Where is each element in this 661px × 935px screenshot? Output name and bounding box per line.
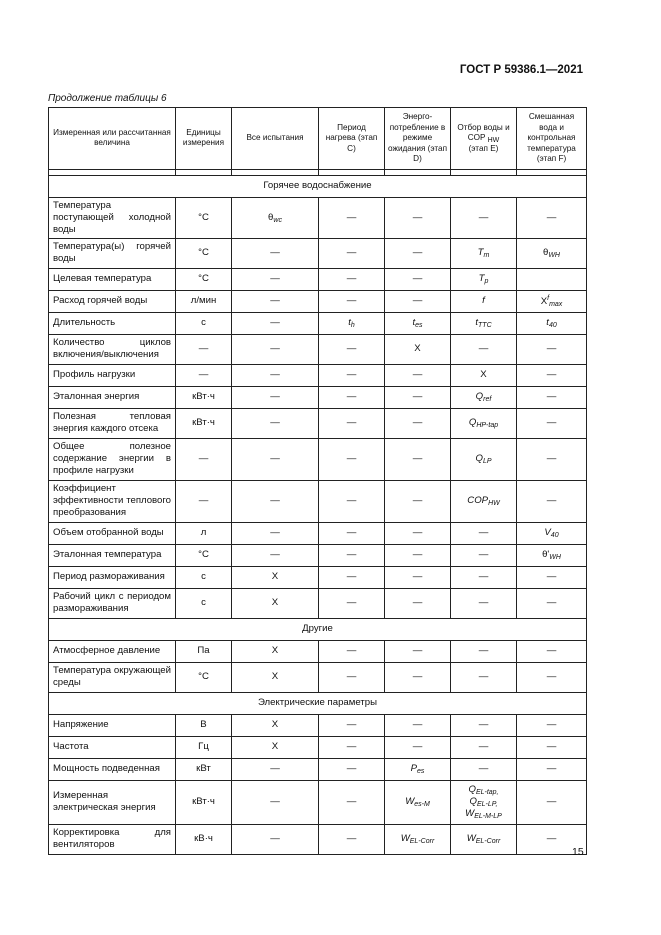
value-cell-d: — bbox=[385, 290, 451, 312]
value-cell-c: — bbox=[319, 238, 385, 268]
quantity-name: Мощность подведенная bbox=[49, 758, 176, 780]
table-row bbox=[49, 334, 587, 364]
quantity-name: Расход горячей воды bbox=[49, 290, 176, 312]
unit-cell: л bbox=[176, 522, 232, 544]
value-cell-d: — bbox=[385, 480, 451, 522]
value-cell-all: — bbox=[232, 386, 319, 408]
unit-cell: °C bbox=[176, 197, 232, 238]
value-cell-c: — bbox=[319, 714, 385, 736]
value-cell-all: — bbox=[232, 544, 319, 566]
table-caption: Продолжение таблицы 6 bbox=[48, 93, 167, 104]
value-cell-all: — bbox=[232, 364, 319, 386]
unit-cell: °C bbox=[176, 238, 232, 268]
value-cell-f: $t_{40}$ bbox=[517, 312, 587, 334]
value-cell-e: $COP_{HW}$ bbox=[451, 480, 517, 522]
value-cell-f: — bbox=[517, 386, 587, 408]
value-cell-all: — bbox=[232, 824, 319, 854]
value-cell-e: — bbox=[451, 736, 517, 758]
value-cell-d: — bbox=[385, 197, 451, 238]
document-code: ГОСТ Р 59386.1—2021 bbox=[459, 64, 583, 76]
table-row bbox=[49, 780, 587, 824]
table-row bbox=[49, 640, 587, 662]
value-cell-f: — bbox=[517, 438, 587, 480]
value-cell-f: — bbox=[517, 736, 587, 758]
value-cell-d: — bbox=[385, 386, 451, 408]
table-row bbox=[49, 480, 587, 522]
value-cell-d: — bbox=[385, 544, 451, 566]
table-row bbox=[49, 364, 587, 386]
section-title: Электрические параметры bbox=[49, 692, 587, 714]
value-cell-c: — bbox=[319, 662, 385, 692]
table-row bbox=[49, 408, 587, 438]
value-cell-c: — bbox=[319, 780, 385, 824]
value-cell-all: — bbox=[232, 268, 319, 290]
quantity-name: Атмосферное давление bbox=[49, 640, 176, 662]
value-cell-f: — bbox=[517, 588, 587, 618]
value-cell-f: — bbox=[517, 566, 587, 588]
value-cell-c: — bbox=[319, 522, 385, 544]
value-cell-e: — bbox=[451, 197, 517, 238]
unit-cell: с bbox=[176, 312, 232, 334]
value-cell-all: X bbox=[232, 566, 319, 588]
unit-cell: °C bbox=[176, 268, 232, 290]
value-cell-c: — bbox=[319, 544, 385, 566]
value-cell-all: — bbox=[232, 408, 319, 438]
quantity-name: Длительность bbox=[49, 312, 176, 334]
value-cell-all: X bbox=[232, 714, 319, 736]
value-cell-e: — bbox=[451, 566, 517, 588]
section-row bbox=[49, 618, 587, 640]
quantity-name: Общее полезное содержание энергии в профиле нагрузки bbox=[49, 438, 176, 480]
value-cell-e: — bbox=[451, 588, 517, 618]
section-title: Горячее водоснабжение bbox=[49, 175, 587, 197]
quantity-name: Период размораживания bbox=[49, 566, 176, 588]
table-row bbox=[49, 438, 587, 480]
value-cell-c: — bbox=[319, 408, 385, 438]
value-cell-f bbox=[517, 268, 587, 290]
table-row bbox=[49, 758, 587, 780]
value-cell-e: X bbox=[451, 364, 517, 386]
value-cell-e: $t_{TTC}$ bbox=[451, 312, 517, 334]
value-cell-c: — bbox=[319, 566, 385, 588]
value-cell-c: — bbox=[319, 480, 385, 522]
section-title: Другие bbox=[49, 618, 587, 640]
table-row bbox=[49, 312, 587, 334]
quantity-name: Частота bbox=[49, 736, 176, 758]
value-cell-c: $t_h$ bbox=[319, 312, 385, 334]
quantity-name: Температура(ы) горячей воды bbox=[49, 238, 176, 268]
value-cell-d: — bbox=[385, 588, 451, 618]
value-cell-e: f bbox=[451, 290, 517, 312]
value-cell-all: $\theta_{wc}$ bbox=[232, 197, 319, 238]
value-cell-all: — bbox=[232, 438, 319, 480]
unit-cell: Па bbox=[176, 640, 232, 662]
value-cell-f: — bbox=[517, 197, 587, 238]
unit-cell: кВт bbox=[176, 758, 232, 780]
value-cell-all: — bbox=[232, 480, 319, 522]
quantity-name: Температура окружающей среды bbox=[49, 662, 176, 692]
value-cell-c: — bbox=[319, 290, 385, 312]
section-row bbox=[49, 175, 587, 197]
value-cell-d: $W_{es-M}$ bbox=[385, 780, 451, 824]
value-cell-d: $W_{EL-Corr}$ bbox=[385, 824, 451, 854]
table-row bbox=[49, 714, 587, 736]
value-cell-all: X bbox=[232, 588, 319, 618]
value-cell-d: — bbox=[385, 736, 451, 758]
unit-cell: — bbox=[176, 334, 232, 364]
value-cell-e: — bbox=[451, 522, 517, 544]
value-cell-all: — bbox=[232, 334, 319, 364]
value-cell-c: — bbox=[319, 364, 385, 386]
unit-cell: кВт·ч bbox=[176, 386, 232, 408]
value-cell-f: $X^f_{max}$ bbox=[517, 290, 587, 312]
quantity-name: Измеренная электрическая энергия bbox=[49, 780, 176, 824]
table-row bbox=[49, 662, 587, 692]
quantity-name: Объем отобранной воды bbox=[49, 522, 176, 544]
unit-cell: с bbox=[176, 566, 232, 588]
value-cell-e: $W_{EL-Corr}$ bbox=[451, 824, 517, 854]
value-cell-c: — bbox=[319, 640, 385, 662]
table-row bbox=[49, 238, 587, 268]
value-cell-e: $Q_{ref}$ bbox=[451, 386, 517, 408]
col-header-stage-e: Отбор воды и COP $_{HW}$ (этап E) bbox=[451, 108, 517, 170]
quantity-name: Эталонная температура bbox=[49, 544, 176, 566]
unit-cell: В bbox=[176, 714, 232, 736]
table-row bbox=[49, 522, 587, 544]
table-body bbox=[49, 175, 587, 854]
value-cell-e: — bbox=[451, 714, 517, 736]
unit-cell: кВт·ч bbox=[176, 780, 232, 824]
quantity-name: Корректировка для вентиляторов bbox=[49, 824, 176, 854]
value-cell-c: — bbox=[319, 334, 385, 364]
value-cell-d: — bbox=[385, 662, 451, 692]
value-cell-d: — bbox=[385, 408, 451, 438]
value-cell-e: — bbox=[451, 662, 517, 692]
value-cell-d: — bbox=[385, 364, 451, 386]
value-cell-d: — bbox=[385, 566, 451, 588]
table-row bbox=[49, 197, 587, 238]
value-cell-f: — bbox=[517, 758, 587, 780]
table-row bbox=[49, 544, 587, 566]
section-row bbox=[49, 692, 587, 714]
value-cell-d: — bbox=[385, 438, 451, 480]
value-cell-f: — bbox=[517, 334, 587, 364]
value-cell-e: $Q_{LP}$ bbox=[451, 438, 517, 480]
value-cell-c: — bbox=[319, 736, 385, 758]
value-cell-d: $P_{es}$ bbox=[385, 758, 451, 780]
col-header-stage-f: Смешанная вода и контрольная температура (этап F) bbox=[517, 108, 587, 170]
table-header-row bbox=[49, 108, 587, 170]
value-cell-f: $\theta'_{WH}$ bbox=[517, 544, 587, 566]
table-row bbox=[49, 566, 587, 588]
unit-cell: — bbox=[176, 480, 232, 522]
table-row bbox=[49, 386, 587, 408]
value-cell-e: $T_m$ bbox=[451, 238, 517, 268]
unit-cell: кВт·ч bbox=[176, 408, 232, 438]
table-row bbox=[49, 290, 587, 312]
quantity-name: Эталонная энергия bbox=[49, 386, 176, 408]
value-cell-c: — bbox=[319, 386, 385, 408]
table-row bbox=[49, 588, 587, 618]
unit-cell: с bbox=[176, 588, 232, 618]
value-cell-c: — bbox=[319, 438, 385, 480]
value-cell-e: — bbox=[451, 334, 517, 364]
value-cell-f: — bbox=[517, 408, 587, 438]
quantity-name: Целевая температура bbox=[49, 268, 176, 290]
value-cell-c: — bbox=[319, 824, 385, 854]
value-cell-e: — bbox=[451, 640, 517, 662]
col-header-stage-c: Период нагрева (этап С) bbox=[319, 108, 385, 170]
quantity-name: Коэффициент эффективности теплового преобразования bbox=[49, 480, 176, 522]
value-cell-all: — bbox=[232, 522, 319, 544]
value-cell-all: — bbox=[232, 238, 319, 268]
value-cell-all: — bbox=[232, 312, 319, 334]
col-header-units: Единицы измерения bbox=[176, 108, 232, 170]
value-cell-f: $V_{40}$ bbox=[517, 522, 587, 544]
value-cell-f: — bbox=[517, 714, 587, 736]
value-cell-f: $\theta_{WH}$ bbox=[517, 238, 587, 268]
quantity-name: Температура поступающей холодной воды bbox=[49, 197, 176, 238]
value-cell-e: $Q_{HP-tap}$ bbox=[451, 408, 517, 438]
quantity-name: Количество циклов включения/выключения bbox=[49, 334, 176, 364]
value-cell-c: — bbox=[319, 758, 385, 780]
value-cell-d: — bbox=[385, 522, 451, 544]
value-cell-e: — bbox=[451, 544, 517, 566]
value-cell-d: $t_{es}$ bbox=[385, 312, 451, 334]
value-cell-all: — bbox=[232, 758, 319, 780]
table-row bbox=[49, 824, 587, 854]
value-cell-d: — bbox=[385, 238, 451, 268]
unit-cell: °C bbox=[176, 662, 232, 692]
unit-cell: л/мин bbox=[176, 290, 232, 312]
col-header-all-tests: Все испытания bbox=[232, 108, 319, 170]
value-cell-all: X bbox=[232, 736, 319, 758]
col-header-stage-d: Энерго-потребление в режиме ожидания (этап D) bbox=[385, 108, 451, 170]
value-cell-f: — bbox=[517, 480, 587, 522]
value-cell-f: — bbox=[517, 364, 587, 386]
value-cell-d: — bbox=[385, 714, 451, 736]
page-number: 15 bbox=[572, 846, 584, 858]
quantity-name: Профиль нагрузки bbox=[49, 364, 176, 386]
data-table bbox=[48, 107, 587, 855]
value-cell-e: $Q_{EL-tap,}$ $Q_{EL-LP,}$ $W_{EL-M-LP}$ bbox=[451, 780, 517, 824]
quantity-name: Полезная тепловая энергия каждого отсека bbox=[49, 408, 176, 438]
value-cell-f: — bbox=[517, 640, 587, 662]
value-cell-e: $T_p$ bbox=[451, 268, 517, 290]
value-cell-f: — bbox=[517, 824, 587, 854]
value-cell-e: — bbox=[451, 758, 517, 780]
value-cell-d: X bbox=[385, 334, 451, 364]
quantity-name: Рабочий цикл с периодом размораживания bbox=[49, 588, 176, 618]
unit-cell: кВ·ч bbox=[176, 824, 232, 854]
value-cell-all: X bbox=[232, 640, 319, 662]
value-cell-all: — bbox=[232, 780, 319, 824]
value-cell-f: — bbox=[517, 780, 587, 824]
value-cell-all: X bbox=[232, 662, 319, 692]
table-row bbox=[49, 268, 587, 290]
value-cell-d: — bbox=[385, 268, 451, 290]
unit-cell: °C bbox=[176, 544, 232, 566]
value-cell-c: — bbox=[319, 588, 385, 618]
value-cell-all: — bbox=[232, 290, 319, 312]
table-row bbox=[49, 736, 587, 758]
value-cell-c: — bbox=[319, 268, 385, 290]
value-cell-c: — bbox=[319, 197, 385, 238]
quantity-name: Напряжение bbox=[49, 714, 176, 736]
unit-cell: Гц bbox=[176, 736, 232, 758]
unit-cell: — bbox=[176, 438, 232, 480]
col-header-quantity: Измеренная или рассчитанная величина bbox=[49, 108, 176, 170]
unit-cell: — bbox=[176, 364, 232, 386]
value-cell-f: — bbox=[517, 662, 587, 692]
value-cell-d: — bbox=[385, 640, 451, 662]
